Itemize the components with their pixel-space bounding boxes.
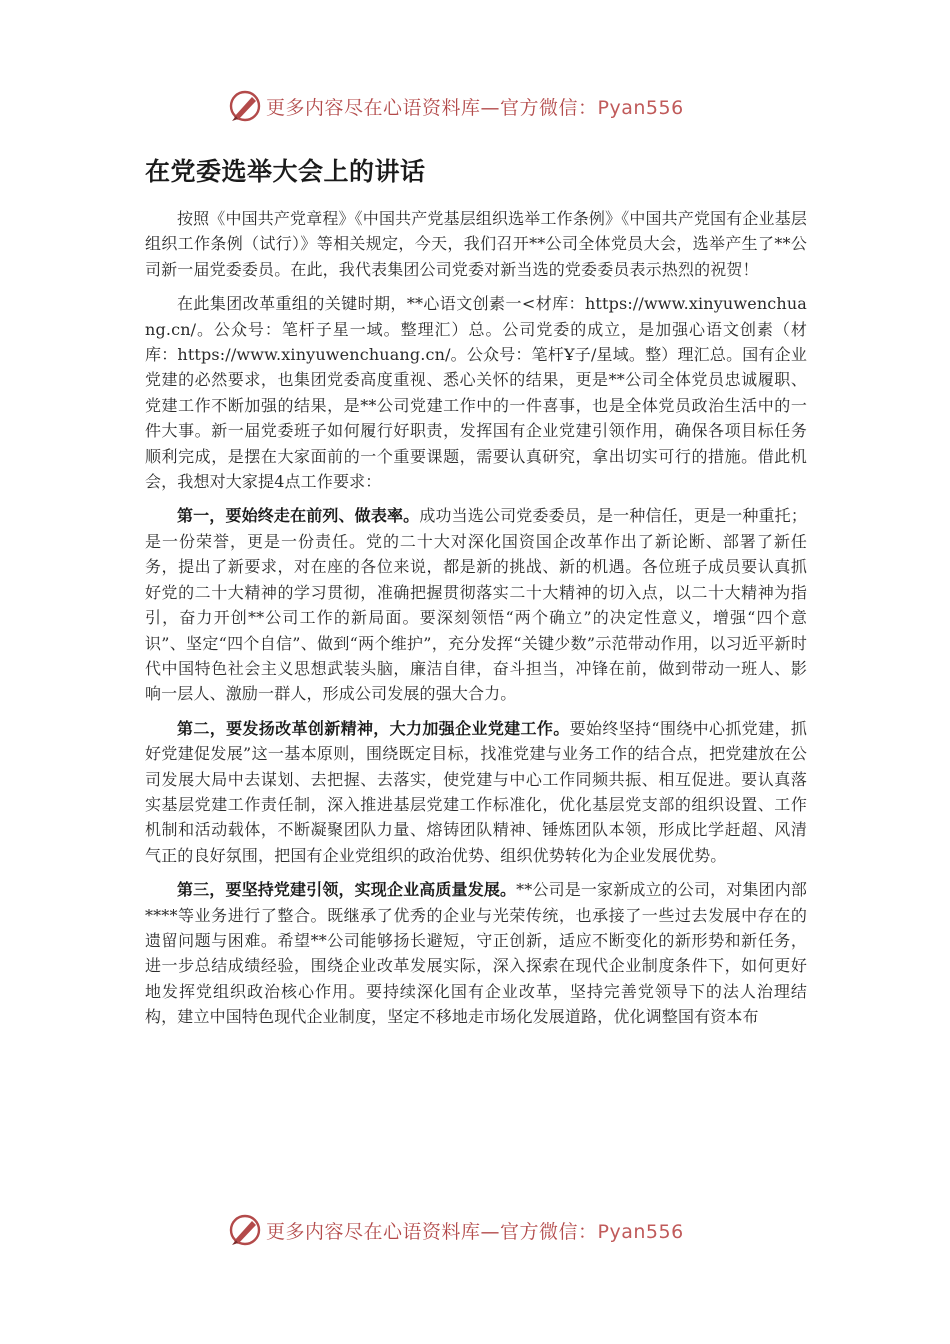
header-banner <box>228 86 728 126</box>
document-body <box>145 206 807 1039</box>
document-title: 在党委选举大会上的讲话 <box>145 157 426 186</box>
paragraph <box>145 716 807 868</box>
paragraph-lead: 第二，要发扬改革创新精神，大力加强企业党建工作。 <box>177 718 570 738</box>
banner-handle: Pyan556 <box>597 96 684 119</box>
footer-banner <box>228 1210 728 1250</box>
paragraph <box>145 877 807 1029</box>
paragraph <box>145 206 807 282</box>
paragraph-text: 在此集团改革重组的关键时期，**心语文创素一<材库：https://www.xinyuwenchuang.cn/。公众号：笔杆子星一域。整理汇）总。公司党委的成立，是加强心语文创素（材库：https://www.xinyuwenchuang.cn/。公众号：笔杆Ұ子/星域。整）理汇总。国有企业党建的必然要求，也集团党委高度重视、悉心关怀的结果，更是**公司全体党员忠诚履职、党建工作不断加强的结果，是**公司党建工作中的一件喜事，也是全体党员政治生活中的一件大事。新一届党委班子如何履行好职责，发挥国有企业党建引领作用，确保各项目标任务顺利完成，是摆在大家面前的一个重要课题，需要认真研究，拿出切实可行的措施。借此机会，我想对大家提4点工作要求： <box>145 294 807 492</box>
pen-logo-icon <box>228 89 262 123</box>
paragraph <box>145 291 807 494</box>
banner-text: 更多内容尽在心语资料库—官方微信：Pyan556 <box>266 1220 684 1243</box>
paragraph-lead: 第三，要坚持党建引领，实现企业高质量发展。 <box>177 880 517 900</box>
banner-handle: Pyan556 <box>597 1220 684 1243</box>
paragraph-text: 按照《中国共产党章程》《中国共产党基层组织选举工作条例》《中国共产党国有企业基层组织工作条例（试行）》等相关规定，今天，我们召开**公司全体党员大会，选举产生了**公司新一届党委委员。在此，我代表集团公司党委对新当选的党委委员表示热烈的祝贺！ <box>145 209 808 279</box>
paragraph-lead: 第一，要始终走在前列、做表率。 <box>177 506 420 526</box>
paragraph-text: **公司是一家新成立的公司，对集团内部****等业务进行了整合。既继承了优秀的企业与光荣传统，也承接了一些过去发展中存在的遗留问题与困难。希望**公司能够扬长避短，守正创新，适应不断变化的新形势和新任务，进一步总结成绩经验，围绕企业改革发展实际，深入探索在现代企业制度条件下，如何更好地发挥党组织政治核心作用。要持续深化国有企业改革，坚持完善党领导下的法人治理结构，建立中国特色现代企业制度，坚定不移地走市场化发展道路，优化调整国有资本布 <box>145 880 808 1027</box>
paragraph <box>145 503 807 706</box>
paragraph-text: 成功当选公司党委委员，是一种信任，更是一种重托；是一份荣誉，更是一份责任。党的二十大对深化国资国企改革作出了新论断、部署了新任务，提出了新要求，对在座的各位来说，都是新的挑战、新的机遇。各位班子成员要认真抓好党的二十大精神的学习贯彻，准确把握贯彻落实二十大精神的切入点，以二十大精神为指引，奋力开创**公司工作的新局面。要深刻领悟“两个确立”的决定性意义，增强“四个意识”、坚定“四个自信”、做到“两个维护”，充分发挥“关键少数”示范带动作用，以习近平新时代中国特色社会主义思想武装头脑，廉洁自律，奋斗担当，冲锋在前，做到带动一班人、影响一层人、激励一群人，形成公司发展的强大合力。 <box>145 506 807 704</box>
banner-text: 更多内容尽在心语资料库—官方微信：Pyan556 <box>266 96 684 119</box>
paragraph-text: 要始终坚持“围绕中心抓党建，抓好党建促发展”这一基本原则，围绕既定目标，找准党建与业务工作的结合点，把党建放在公司发展大局中去谋划、去把握、去落实，使党建与中心工作同频共振、相互促进。要认真落实基层党建工作责任制，深入推进基层党建工作标准化，优化基层党支部的组织设置、工作机制和活动载体，不断凝聚团队力量、熔铸团队精神、锤炼团队本领，形成比学赶超、风清气正的良好氛围，把国有企业党组织的政治优势、组织优势转化为企业发展优势。 <box>145 718 807 865</box>
pen-logo-icon <box>228 1213 262 1247</box>
